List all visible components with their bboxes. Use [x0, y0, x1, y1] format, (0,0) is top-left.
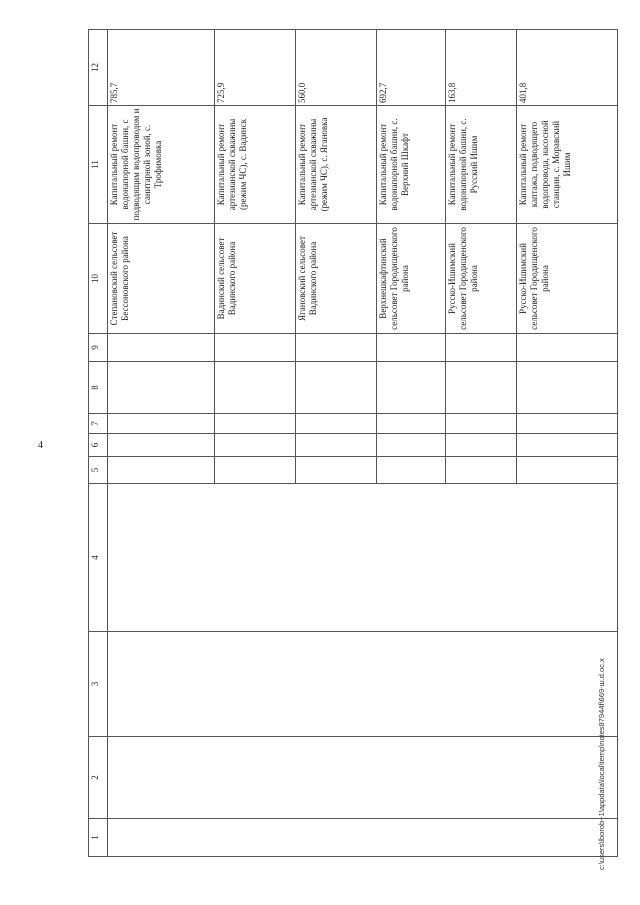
col-header-12: 12	[89, 30, 108, 106]
works-cell: Капитальный ремонт артезианской скважины (режим ЧС), с. Вадинск	[214, 106, 296, 224]
empty-cell	[296, 362, 376, 414]
settlement-cell: Вадинский сельсовет Вадинского района	[214, 224, 296, 334]
settlement-cell: Русско-Ишимский сельсовет Городищенского района	[446, 224, 517, 334]
works-cell: Капитальный ремонт артезианской скважины (режим ЧС), с. Ягановка	[296, 106, 376, 224]
empty-cell	[446, 457, 517, 484]
empty-cell	[376, 362, 445, 414]
header-row	[89, 30, 108, 857]
empty-cell	[296, 457, 376, 484]
amount-cell: 560,0	[296, 30, 376, 106]
empty-cell	[107, 484, 214, 632]
settlement-cell: Степановский сельсовет Бессоновского района	[107, 224, 214, 334]
col-header-8: 8	[89, 362, 108, 414]
col-header-3: 3	[89, 632, 108, 737]
empty-cell	[376, 484, 445, 632]
amount-cell: 725,9	[214, 30, 296, 106]
col-header-11: 11	[89, 106, 108, 224]
col-header-7: 7	[89, 414, 108, 434]
empty-cell	[516, 457, 617, 484]
empty-cell	[214, 457, 296, 484]
empty-cell	[107, 819, 617, 857]
empty-cell	[376, 434, 445, 457]
empty-cell	[214, 434, 296, 457]
settlement-cell: Ягановский сельсовет Вадинского района	[296, 224, 376, 334]
empty-cell	[107, 334, 214, 362]
works-cell: Капитальный ремонт каптажа, подводящего водопровода, насосной станции, с. Моравский Ишим	[516, 106, 617, 224]
col-header-5: 5	[89, 457, 108, 484]
empty-cell	[446, 334, 517, 362]
empty-cell	[107, 632, 617, 737]
empty-cell	[516, 362, 617, 414]
table-wrapper	[88, 30, 618, 857]
empty-cell	[214, 414, 296, 434]
empty-cell	[516, 484, 617, 632]
empty-cell	[214, 362, 296, 414]
works-cell: Капитальный ремонт водонапорной башни, с подводящим водопроводом и санитарной зоной, с. Трофимовка	[107, 106, 214, 224]
empty-cell	[107, 362, 214, 414]
empty-cell	[446, 414, 517, 434]
amount-cell: 401,8	[516, 30, 617, 106]
settlement-cell: Верхнешкафтинский сельсовет Городищенского района	[376, 224, 445, 334]
empty-cell	[296, 414, 376, 434]
empty-cell	[446, 434, 517, 457]
empty-cell	[296, 334, 376, 362]
col-header-1: 1	[89, 819, 108, 857]
empty-cell	[446, 484, 517, 632]
empty-cell	[376, 334, 445, 362]
works-cell: Капитальный ремонт водонапорной башни, с. Верхний Шкафт	[376, 106, 445, 224]
empty-cell	[516, 334, 617, 362]
col-header-4: 4	[89, 484, 108, 632]
empty-cell	[107, 737, 617, 819]
table-row	[107, 30, 214, 857]
col-header-2: 2	[89, 737, 108, 819]
empty-cell	[107, 414, 214, 434]
empty-cell	[516, 414, 617, 434]
footer-file-path: c:\users\lborob~1\appdata\local\temp\notes87944f\669-ш.d.oc.x	[597, 658, 606, 870]
amount-cell: 785,7	[107, 30, 214, 106]
amount-cell: 163,8	[446, 30, 517, 106]
empty-cell	[107, 434, 214, 457]
col-header-10: 10	[89, 224, 108, 334]
empty-cell	[107, 457, 214, 484]
empty-cell	[214, 334, 296, 362]
empty-cell	[446, 362, 517, 414]
empty-cell	[296, 484, 376, 632]
col-header-9: 9	[89, 334, 108, 362]
data-table	[88, 29, 618, 857]
amount-cell: 692,7	[376, 30, 445, 106]
empty-cell	[376, 457, 445, 484]
empty-cell	[376, 414, 445, 434]
settlement-cell: Русско-Ишимский сельсовет Городищенского района	[516, 224, 617, 334]
works-cell: Капитальный ремонт водонапорной башни, с. Русский Ишим	[446, 106, 517, 224]
empty-cell	[296, 434, 376, 457]
page-number: 4	[38, 440, 43, 451]
empty-cell	[214, 484, 296, 632]
col-header-6: 6	[89, 434, 108, 457]
empty-cell	[516, 434, 617, 457]
